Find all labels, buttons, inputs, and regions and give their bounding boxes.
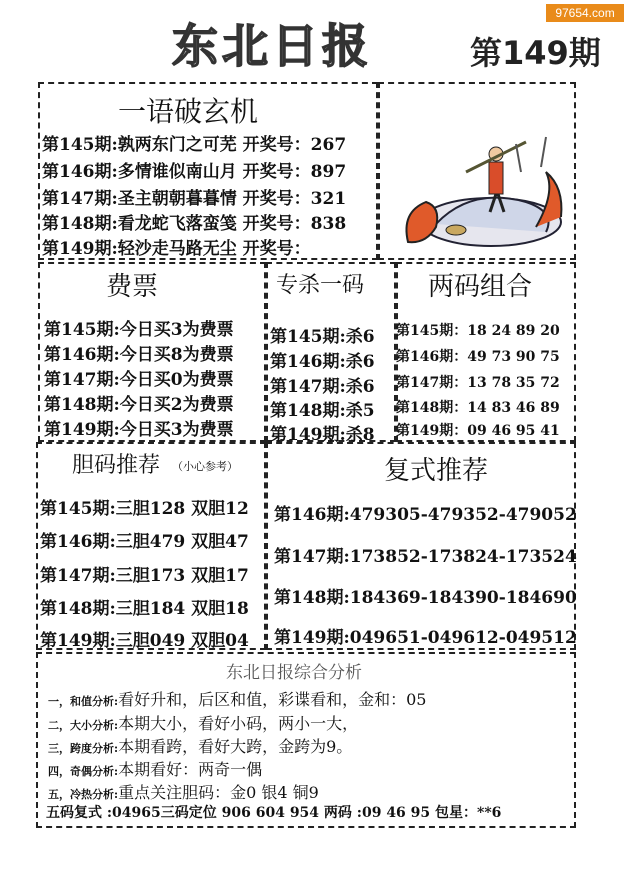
issue-number: 第149期 <box>470 34 601 72</box>
analysis-row <box>48 780 319 803</box>
analysis-text: 重点关注胆码：金0 银4 铜9 <box>118 783 319 802</box>
analysis-row <box>48 734 352 757</box>
analysis-num: 一， <box>48 695 70 708</box>
watermark: 97654.com <box>546 4 624 22</box>
combo-heading: 两码组合 <box>428 272 533 302</box>
analysis-heading: 东北日报综合分析 <box>226 663 362 683</box>
analysis-row <box>48 687 426 710</box>
analysis-text: 本期看跨，看好大跨，金跨为9。 <box>118 737 353 756</box>
combo-row: 第148期：14 83 46 89 <box>396 400 560 416</box>
combo-row: 第149期：09 46 95 41 <box>396 423 560 439</box>
analysis-text: 本期大小，看好小码，两小一大， <box>118 714 359 733</box>
gall-row: 第147期:三胆173 双胆17 <box>40 566 249 586</box>
analysis-label: 冷热分析: <box>70 788 119 801</box>
multi-row: 第146期:479305-479352-479052 <box>274 505 577 525</box>
free-row: 第147期:今日买0为费票 <box>44 370 234 390</box>
analysis-row <box>48 757 262 780</box>
multi-row: 第148期:184369-184390-184690 <box>274 588 577 608</box>
gall-row: 第146期:三胆479 双胆47 <box>40 532 249 552</box>
free-row: 第148期:今日买2为费票 <box>44 395 234 415</box>
kill-row: 第147期:杀6 <box>270 377 375 397</box>
analysis-text: 看好升和，后区和值，彩谍看和，金和：05 <box>118 690 427 709</box>
analysis-num: 四， <box>48 765 70 778</box>
analysis-num: 五， <box>48 788 70 801</box>
free-heading: 费票 <box>106 272 159 302</box>
kill-row: 第149期:杀8 <box>270 425 375 445</box>
multi-row: 第147期:173852-173824-173524 <box>274 547 577 567</box>
kill-row: 第145期:杀6 <box>270 327 375 347</box>
free-row: 第146期:今日买8为费票 <box>44 345 234 365</box>
analysis-label: 跨度分析: <box>70 742 119 755</box>
old-man-riddle-illustration-icon <box>396 132 566 252</box>
analysis-num: 二， <box>48 719 70 732</box>
analysis-footer: 五码复式 :04965三码定位 906 604 954 两码 :09 46 95 包星：**6 <box>46 805 502 821</box>
free-row: 第149期:今日买3为费票 <box>44 420 234 440</box>
gall-row: 第149期:三胆049 双胆04 <box>40 631 249 651</box>
newspaper-title: 东北日报 <box>172 19 372 73</box>
gall-row: 第148期:三胆184 双胆18 <box>40 599 249 619</box>
analysis-label: 大小分析: <box>70 719 119 732</box>
analysis-label: 和值分析: <box>70 695 119 708</box>
multi-heading: 复式推荐 <box>384 456 489 486</box>
analysis-row <box>48 711 358 734</box>
gall-heading: 胆码推荐 <box>72 453 161 478</box>
gall-row: 第145期:三胆128 双胆12 <box>40 499 249 519</box>
combo-row: 第146期：49 73 90 75 <box>396 349 560 365</box>
riddle-row: 第146期:多情谁似南山月 开奖号：897 <box>42 162 347 182</box>
combo-row: 第147期：13 78 35 72 <box>396 375 560 391</box>
kill-row: 第146期:杀6 <box>270 352 375 372</box>
analysis-label: 奇偶分析: <box>70 765 119 778</box>
free-row: 第145期:今日买3为费票 <box>44 320 234 340</box>
riddle-row: 第149期:轻沙走马路无尘 开奖号： <box>42 239 311 259</box>
gall-note: （小心参考） <box>172 460 238 473</box>
riddle-row: 第145期:孰两东门之可芜 开奖号：267 <box>42 135 347 155</box>
analysis-num: 三， <box>48 742 70 755</box>
analysis-text: 本期看好：两奇一偶 <box>118 760 263 779</box>
multi-row: 第149期:049651-049612-049512 <box>274 628 577 648</box>
combo-row: 第145期：18 24 89 20 <box>396 323 560 339</box>
riddle-row: 第148期:看龙蛇飞落蛮笺 开奖号：838 <box>42 214 347 234</box>
kill-heading: 专杀一码 <box>276 273 365 298</box>
riddle-row: 第147期:圣主朝朝暮暮情 开奖号：321 <box>42 189 347 209</box>
riddle-heading: 一语破玄机 <box>118 95 259 128</box>
kill-row: 第148期:杀5 <box>270 401 375 421</box>
